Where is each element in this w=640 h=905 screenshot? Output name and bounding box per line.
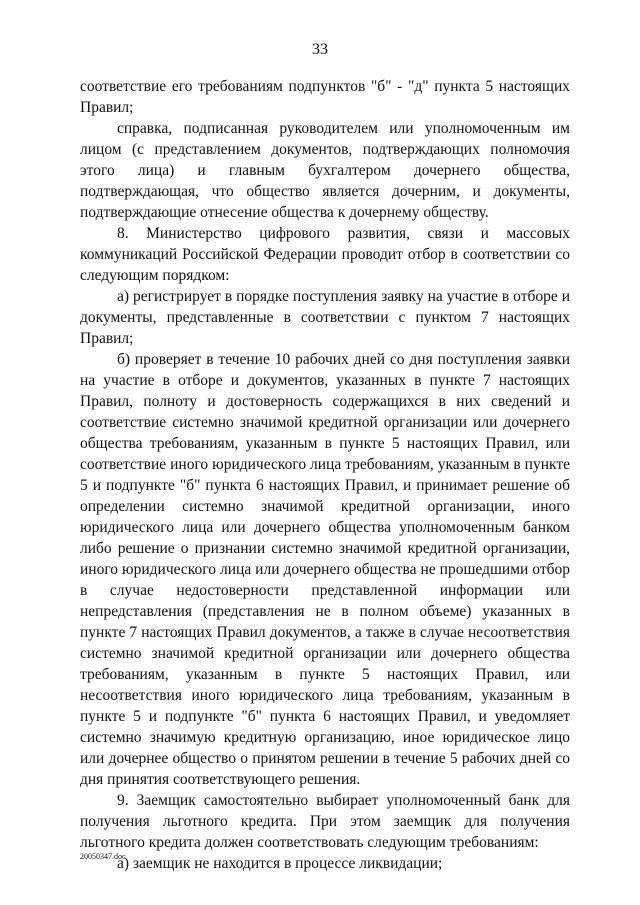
document-body [80,76,570,874]
paragraph-item-9: 9. Заемщик самостоятельно выбирает уполномоченный банк для получения льготного кредита. При этом заемщик для получения льготного кредита должен соответствовать следующим требованиям: [80,792,570,851]
paragraph-certificate: справка, подписанная руководителем или уполномоченным им лицом (с представлением документов, подтверждающих полномочия этого лица) и главным бухгалтером дочернего общества, подтверждающая, что общество является дочерним, и документы, подтверждающие отнесение общества к дочернему обществу. [80,120,570,221]
paragraph-item-8b: б) проверяет в течение 10 рабочих дней со дня поступления заявки на участие в отборе и документов, указанных в пункте 7 настоящих Правил, полноту и достоверность содержащихся в них сведений и соответствие системно значимой кредитной организации или дочернего общества требованиям, указанным в пункте 5 настоящих Правил, или соответствие иного юридического лица требованиям, указанным в пункте 5 и подпункте "б" пункта 6 настоящих Правил, и принимает решение об определении системно значимой кредитной организации, иного юридического лица или дочернего общества уполномоченным банком либо решение о признании системно значимой кредитной организации, иного юридического лица или дочернего общества не прошедшими отбор в случае недостоверности представленной информации или непредставления (представления не в полном объеме) указанных в пункте 7 настоящих Правил документов, а также в случае несоответствия системно значимой кредитной организации или дочернего общества требованиям, указанным в пункте 5 настоящих Правил, или несоответствия иного юридического лица требованиям, указанным в пункте 5 и подпункте "б" пункта 6 настоящих Правил, и уведомляет системно значимую кредитную организацию, иное юридическое лицо или дочернее общество о принятом решении в течение 5 рабочих дней со дня принятия соответствующего решения. [80,351,570,788]
paragraph-item-8a: а) регистрирует в порядке поступления заявку на участие в отборе и документы, представленные в соответствии с пунктом 7 настоящих Правил; [80,288,570,347]
page-number: 33 [312,41,328,58]
paragraph-item-9a: а) заемщик не находится в процессе ликвидации; [117,855,443,872]
paragraph-item-8: 8. Министерство цифрового развития, связи и массовых коммуникаций Российской Федерации проводит отбор в соответствии со следующим порядком: [80,225,570,284]
document-file-code: 20050347.doc [80,852,126,861]
paragraph-continuation: соответствие его требованиям подпунктов "б" - "д" пункта 5 настоящих Правил; [80,78,570,116]
